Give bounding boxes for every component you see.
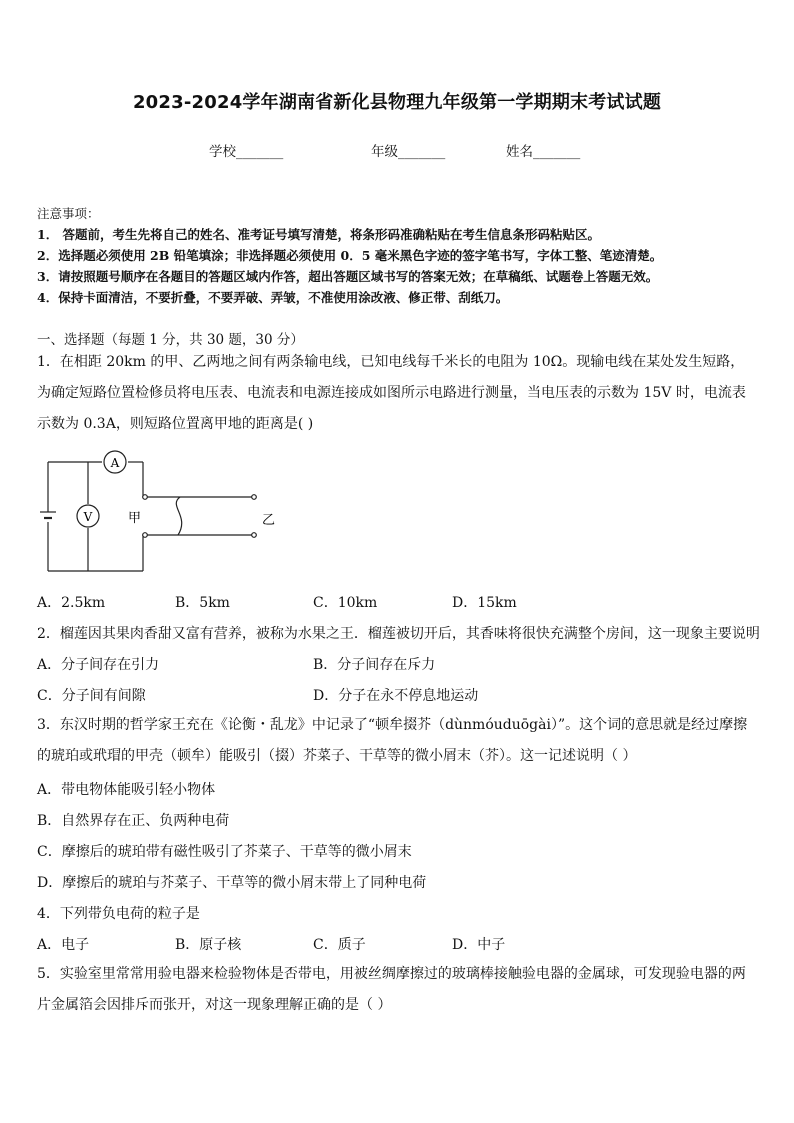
end-a-label: 甲 bbox=[128, 511, 142, 526]
q3-option-a[interactable]: A．带电物体能吸引轻小物体 bbox=[37, 782, 216, 798]
notice-heading: 注意事项： bbox=[37, 206, 100, 221]
notice-item: 4．保持卡面清洁，不要折叠，不要弄破、弄皱，不准使用涂改液、修正带、刮纸刀。 bbox=[37, 290, 509, 305]
school-field[interactable]: 学校_______ bbox=[209, 144, 284, 160]
q4-option-d[interactable]: D．中子 bbox=[452, 937, 506, 953]
notice-item: 3．请按照题号顺序在各题目的答题区域内作答，超出答题区域书写的答案无效；在草稿纸、试题卷上答题无效。 bbox=[37, 269, 659, 284]
question-5-stem: 5．实验室里常常用验电器来检验物体是否带电，用被丝绸摩擦过的玻璃棒接触验电器的金属球，可发现验电器的两片金属箔会因排斥而张开，对这一现象理解正确的是（ ） bbox=[37, 966, 746, 1013]
ammeter-label: A bbox=[110, 456, 120, 470]
q1-option-b[interactable]: B．5km bbox=[175, 595, 230, 611]
notice-block bbox=[37, 203, 662, 308]
circuit-diagram bbox=[30, 446, 280, 576]
section-heading: 一、选择题（每题 1 分，共 30 题，30 分） bbox=[37, 332, 304, 348]
q4-option-b[interactable]: B．原子核 bbox=[175, 937, 242, 953]
q4-option-c[interactable]: C．质子 bbox=[313, 937, 366, 953]
name-field[interactable]: 姓名_______ bbox=[506, 144, 581, 160]
q1-option-c[interactable]: C．10km bbox=[313, 595, 378, 611]
q1-option-a[interactable]: A．2.5km bbox=[37, 595, 106, 611]
q1-option-d[interactable]: D．15km bbox=[452, 595, 517, 611]
end-b-label: 乙 bbox=[262, 513, 276, 528]
q2-option-b[interactable]: B．分子间存在斥力 bbox=[313, 657, 436, 673]
student-info-row bbox=[0, 140, 794, 160]
question-1-stem: 1．在相距 20km 的甲、乙两地之间有两条输电线，已知电线每千米长的电阻为 10Ω。现输电线在某处发生短路，为确定短路位置检修员将电压表、电流表和电源连接成如图所示电路进行测量，当电压表的示数为 15V 时，电流表示数为 0.3A，则短路位置离甲地的距离是( ) bbox=[37, 354, 746, 432]
notice-item: 2．选择题必须使用 2B 铅笔填涂；非选择题必须使用 0．5 毫米黑色字迹的签字笔书写，字体工整、笔迹清楚。 bbox=[37, 248, 663, 263]
q3-option-c[interactable]: C．摩擦后的琥珀带有磁性吸引了芥菜子、干草等的微小屑末 bbox=[37, 844, 412, 860]
q2-option-c[interactable]: C．分子间有间隙 bbox=[37, 688, 146, 704]
q3-option-d[interactable]: D．摩擦后的琥珀与芥菜子、干草等的微小屑末带上了同种电荷 bbox=[37, 875, 427, 891]
grade-field[interactable]: 年级_______ bbox=[371, 144, 446, 160]
exam-title: 2023-2024学年湖南省新化县物理九年级第一学期期末考试试题 bbox=[132, 92, 662, 113]
question-4-stem: 4．下列带负电荷的粒子是 bbox=[37, 906, 200, 922]
q2-option-d[interactable]: D．分子在永不停息地运动 bbox=[313, 688, 479, 704]
question-3-stem: 3．东汉时期的哲学家王充在《论衡・乱龙》中记录了“顿牟掇芥（dùnmóuduōgài）”。这个词的意思就是经过摩擦的琥珀或玳瑁的甲壳（顿牟）能吸引（掇）芥菜子、干草等的微小屑末（芥）。这一记述说明（ ） bbox=[37, 717, 748, 764]
q4-option-a[interactable]: A．电子 bbox=[37, 937, 90, 953]
notice-item: 1． 答题前，考生先将自己的姓名、准考证号填写清楚，将条形码准确粘贴在考生信息条形码粘贴区。 bbox=[37, 227, 601, 242]
q2-option-a[interactable]: A．分子间存在引力 bbox=[37, 657, 160, 673]
question-2-stem: 2．榴莲因其果肉香甜又富有营养，被称为水果之王．榴莲被切开后，其香味将很快充满整个房间，这一现象主要说明 bbox=[37, 626, 760, 642]
q3-option-b[interactable]: B．自然界存在正、负两种电荷 bbox=[37, 813, 230, 829]
voltmeter-label: V bbox=[83, 510, 93, 524]
